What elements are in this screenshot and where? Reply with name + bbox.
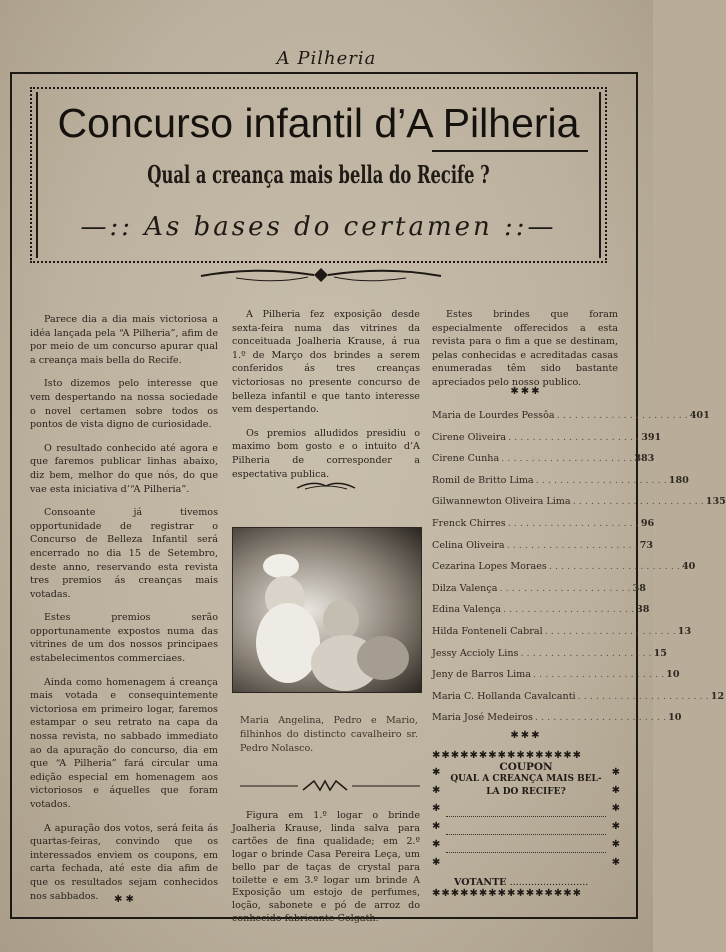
col2-paragraph-2: Os premios alludidos presidiu o maximo bom gosto e o intuito d’A Pilheria de corresponder a espectativa publica.: [232, 427, 420, 480]
ranking-row: [432, 647, 667, 670]
section-title: —:: As bases do certamen ::—: [80, 212, 557, 242]
prizes-description: [232, 810, 420, 926]
coupon-answer-line-3[interactable]: [446, 835, 606, 853]
ranking-votes: 383: [634, 453, 655, 465]
ranking-row: [432, 410, 710, 432]
coupon-right-border: ✱ ✱ ✱ ✱ ✱ ✱: [611, 767, 620, 868]
coupon-title: COUPON: [499, 761, 553, 773]
col1-paragraph-6: Ainda como homenagem á creança mais votada e consequintemente victoriosa em primeiro logar, faremos estampar o seu retrato na capa da nossa revista, no sabbado immediato ao da apuração do concurso, dia em que “A Pilheria” fará circular uma edição especial em homenagem aos victoriosos e áquelles que foram votados.: [30, 676, 218, 810]
ranking-votes: 15: [653, 647, 667, 659]
ranking-list: [432, 410, 726, 734]
ranking-name: Edina Valença: [432, 604, 501, 616]
column-2: [232, 308, 420, 491]
ranking-name: Maria José Medeiros: [432, 712, 533, 724]
ranking-name: Hilda Fonteneli Cabral: [432, 625, 543, 637]
ranking-row: [432, 496, 726, 518]
ranking-name: Romil de Britto Lima: [432, 474, 534, 486]
coupon-question-line-1: QUAL A CREANÇA MAIS BEL-: [450, 774, 602, 784]
ranking-leader-dots: . . . . . . . . . . . . . . . . . . . . . .: [499, 582, 631, 594]
ranking-votes: 391: [641, 431, 662, 443]
ranking-votes: 38: [632, 582, 646, 594]
flourish-ornament-icon: [196, 264, 446, 286]
col1-paragraph-2: Isto dizemos pelo interesse que vem despertando na nossa sociedade o novel certamen sobre todos os pontos de vista digno de curiosidade.: [30, 378, 218, 431]
ranking-name: Dilza Valença: [432, 582, 498, 594]
ranking-leader-dots: . . . . . . . . . . . . . . . . . . . . . .: [520, 647, 652, 659]
running-head: A Pilheria: [276, 48, 377, 69]
ranking-leader-dots: . . . . . . . . . . . . . . . . . . . . . .: [556, 410, 688, 421]
caption-rule: [240, 784, 420, 788]
ranking-leader-dots: . . . . . . . . . . . . . . . . . . . . . .: [502, 604, 635, 616]
ranking-votes: 13: [677, 625, 692, 637]
separator-stars-1: ✱✱✱: [510, 386, 542, 397]
page-subtitle: Qual a creança mais bella do Recife ?: [147, 160, 490, 189]
ranking-row: [432, 431, 662, 454]
col1-paragraph-7: A apuração dos votos, será feita ás quartas-feiras, convindo que os interessados enviem os coupons, em carta fechada, até este dia afim de que os resultados sejam conhecidos nos sabbados.: [30, 822, 218, 902]
ranking-votes: 96: [640, 517, 655, 529]
page-title: Concurso infantil d’A Pilheria: [57, 100, 580, 146]
coupon-voter-label: VOTANTE ..........................: [454, 877, 589, 888]
ranking-name: Jeny de Barros Lima: [432, 669, 531, 681]
ranking-name: Cirene Cunha: [432, 453, 500, 465]
end-mark: ✱ ✱: [114, 894, 134, 905]
ranking-votes: 401: [689, 410, 710, 421]
ranking-row: [432, 604, 650, 626]
ranking-name: Gilwannewton Oliveira Lima: [432, 496, 571, 508]
col1-paragraph-1: Parece dia a dia mais victoriosa a idéa lançada pela “A Pilheria”, afim de por meio de um concurso apurar qual a creança mais bella do Recife.: [30, 314, 218, 366]
ranking-leader-dots: . . . . . . . . . . . . . . . . . . . . . .: [534, 712, 667, 724]
ranking-row: [432, 561, 696, 583]
voter-label-text: VOTANTE: [454, 877, 507, 888]
ranking-leader-dots: . . . . . . . . . . . . . . . . . . . . . .: [548, 561, 680, 573]
col1-paragraph-4: Consoante já tivemos opportunidade de registrar o Concurso de Belleza Infantil será encerrado no dia 15 de Setembro, deste anno, reservando esta revista tres premios ás creanças mais votadas.: [30, 507, 218, 600]
ranking-votes: 180: [668, 474, 689, 486]
small-flourish-icon: [295, 480, 357, 492]
ranking-votes: 73: [639, 539, 654, 551]
ranking-leader-dots: . . . . . . . . . . . . . . . . . . . . . .: [506, 539, 638, 551]
ranking-votes: 40: [681, 561, 696, 573]
ranking-leader-dots: . . . . . . . . . . . . . . . . . . . . . .: [501, 453, 633, 465]
column-1: [30, 313, 218, 913]
ranking-leader-dots: . . . . . . . . . . . . . . . . . . . . . .: [535, 474, 667, 486]
ranking-name: Frenck Chirres: [432, 517, 506, 529]
photo-caption: Maria Angelina, Pedro e Mario, filhinhos do distincto cavalheiro sr. Pedro Nolasco.: [240, 715, 418, 754]
children-photo: [232, 527, 422, 693]
ranking-votes: 10: [666, 669, 680, 681]
coupon-answer-line-2[interactable]: [446, 817, 606, 835]
ranking-row: [432, 539, 654, 562]
ranking-leader-dots: . . . . . . . . . . . . . . . . . . . . . .: [533, 669, 665, 681]
coupon-form[interactable]: [432, 750, 620, 900]
ranking-name: Cezarina Lopes Moraes: [432, 561, 547, 573]
children-photo-figure: [233, 528, 423, 694]
coupon-left-border: ✱ ✱ ✱ ✱ ✱ ✱: [432, 767, 441, 868]
ranking-row: [432, 474, 689, 497]
ranking-votes: 135: [705, 496, 726, 508]
prizes-description-text: Figura em 1.º logar o brinde Joalheria Krause, linda salva para cartões de fina qualidade; em 2.º logar o brinde Casa Pereira Leça, um bello par de taças de crystal para toilette e em 3.º logar um brinde A Exposição um estojo de perfumes, loção, sabonete e pó de arroz do conhecido fabricante Colgath.: [232, 810, 420, 925]
ranking-name: Celina Oliveira: [432, 539, 505, 551]
ranking-votes: 38: [636, 604, 650, 616]
coupon-bottom-border: ✱✱✱✱✱✱✱✱✱✱✱✱✱✱✱✱: [432, 888, 583, 899]
coupon-question-line-2: LA DO RECIFE?: [486, 787, 566, 797]
ranking-row: [432, 625, 692, 648]
ranking-name: Maria C. Hollanda Cavalcanti: [432, 690, 576, 702]
col3-intro: Estes brindes que foram especialmente offerecidos a esta revista para o fim a que se destinam, pelas conhecidas e acreditadas casas enumeradas têm sido bastante apreciados pelo nosso publico.: [432, 309, 618, 388]
title-underline: [432, 150, 588, 152]
coupon-answer-line-1[interactable]: [446, 799, 606, 817]
col2-paragraph-1: A Pilheria fez exposição desde sexta-feira numa das vitrines da conceituada Joalheria Krause, á rua 1.º de Março dos brindes a serem conferidos ás tres creanças victoriosas no presente concurso de belleza infantil e que tanto interesse vem despertando.: [232, 309, 420, 416]
ranking-votes: 10: [668, 712, 682, 724]
ranking-row: [432, 669, 680, 691]
coupon-top-border: ✱✱✱✱✱✱✱✱✱✱✱✱✱✱✱✱: [432, 750, 583, 761]
ranking-name: Maria de Lourdes Pessôa: [432, 410, 555, 421]
ranking-row: [432, 582, 646, 605]
separator-stars-2: ✱✱✱: [510, 730, 542, 741]
ranking-leader-dots: . . . . . . . . . . . . . . . . . . . . . .: [572, 496, 704, 508]
ranking-row: [432, 453, 655, 475]
ranking-name: Jessy Accioly Lins: [432, 647, 519, 659]
col1-paragraph-3: O resultado conhecido até agora e que faremos publicar linhas abaixo, diz bem, melhor do que nós, do que vae esta iniciativa d’“A Pilheria”.: [30, 442, 218, 495]
ranking-name: Cirene Oliveira: [432, 431, 507, 443]
ranking-leader-dots: . . . . . . . . . . . . . . . . . . . . . .: [507, 517, 639, 529]
ranking-leader-dots: . . . . . . . . . . . . . . . . . . . . . .: [508, 431, 640, 443]
ranking-row: [432, 690, 725, 713]
ranking-leader-dots: . . . . . . . . . . . . . . . . . . . . . .: [544, 625, 676, 637]
ranking-votes: 12: [710, 690, 725, 702]
ranking-leader-dots: . . . . . . . . . . . . . . . . . . . . . .: [577, 690, 709, 702]
ranking-row: [432, 517, 655, 540]
col1-paragraph-5: Estes premios serão opportunamente expostos numa das vitrines de um dos nossos principaes estabelecimentos commerciaes.: [30, 612, 218, 665]
